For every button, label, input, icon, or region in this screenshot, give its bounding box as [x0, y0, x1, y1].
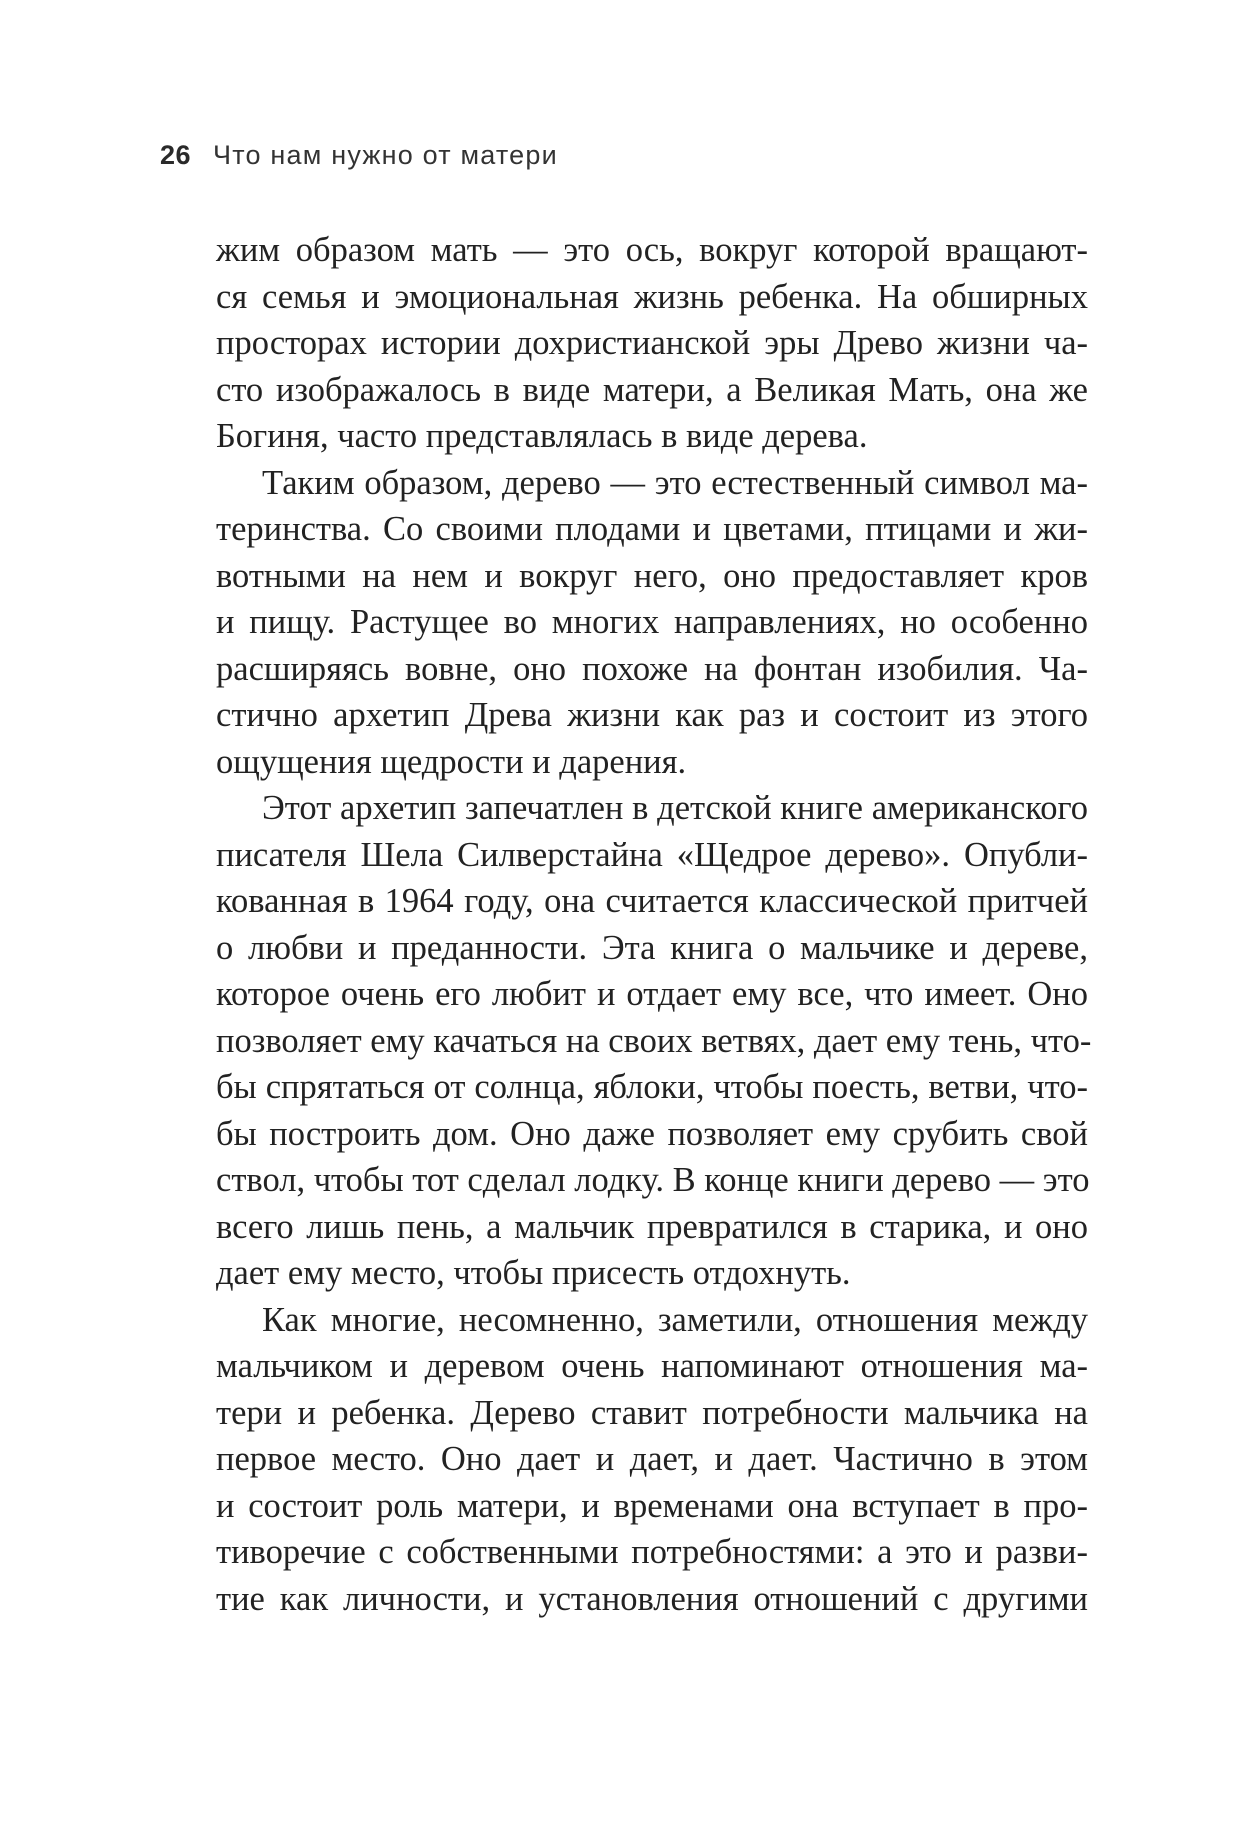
text-line: тиворечие с собственными потребностями: а это и разви-: [216, 1533, 1088, 1571]
text-line: ощущения щедрости и дарения.: [216, 742, 687, 781]
text-line: и пищу. Растущее во многих направлениях, но особенно: [216, 603, 1088, 641]
text-line: первое место. Оно дает и дает, и дает. Частично в этом: [216, 1440, 1088, 1478]
text-line: всего лишь пень, а мальчик превратился в старика, и оно: [216, 1207, 1088, 1246]
text-line: кованная в 1964 году, она считается классической притчей: [216, 882, 1088, 920]
text-line: стично архетип Древа жизни как раз и состоит из этого: [216, 696, 1088, 734]
text-line: о любви и преданности. Эта книга о мальчике и дереве,: [216, 928, 1088, 967]
text-line: бы спрятаться от солнца, яблоки, чтобы поесть, ветви, что-: [216, 1068, 1088, 1106]
text-line: расширяясь вовне, оно похоже на фонтан изобилия. Ча-: [216, 649, 1088, 688]
text-line: которое очень его любит и отдает ему все, что имеет. Оно: [216, 975, 1088, 1013]
text-line: теринства. Со своими плодами и цветами, птицами и жи-: [216, 510, 1088, 548]
paragraph-first-line: Таким образом, дерево — это естественный символ ма-: [262, 463, 1088, 502]
text-line: ствол, чтобы тот сделал лодку. В конце книги дерево — это: [216, 1161, 1090, 1199]
paragraph-first-line: Этот архетип запечатлен в детской книге американского: [262, 789, 1088, 827]
text-line: просторах истории дохристианской эры Древо жизни ча-: [216, 324, 1088, 362]
text-line: вотными на нем и вокруг него, оно предоставляет кров: [216, 556, 1088, 595]
text-line: дает ему место, чтобы присесть отдохнуть.: [216, 1254, 851, 1292]
text-line: позволяет ему качаться на своих ветвях, дает ему тень, что-: [216, 1021, 1092, 1060]
paragraph-first-line: Как многие, несомненно, заметили, отношения между: [262, 1300, 1088, 1339]
text-line: тие как личности, и установления отношений с другими: [216, 1579, 1088, 1618]
running-title: Что нам нужно от матери: [213, 140, 558, 170]
text-line: тери и ребенка. Дерево ставит потребности мальчика на: [216, 1393, 1088, 1432]
text-line: ся семья и эмоциональная жизнь ребенка. На обширных: [216, 277, 1088, 316]
text-line: Богиня, часто представлялась в виде дерева.: [216, 417, 868, 455]
running-header: [160, 140, 558, 180]
text-line: и состоит роль матери, и временами она вступает в про-: [216, 1486, 1088, 1525]
text-line: бы построить дом. Оно даже позволяет ему срубить свой: [216, 1114, 1088, 1153]
text-line: писателя Шела Силверстайна «Щедрое дерево». Опубли-: [216, 835, 1088, 874]
text-line: жим образом мать — это ось, вокруг которой вращают-: [216, 231, 1088, 269]
text-line: сто изображалось в виде матери, а Великая Мать, она же: [216, 370, 1088, 409]
text-line: мальчиком и деревом очень напоминают отношения ма-: [216, 1347, 1088, 1385]
body-text: [216, 227, 1092, 1622]
page-number: 26: [160, 140, 192, 170]
